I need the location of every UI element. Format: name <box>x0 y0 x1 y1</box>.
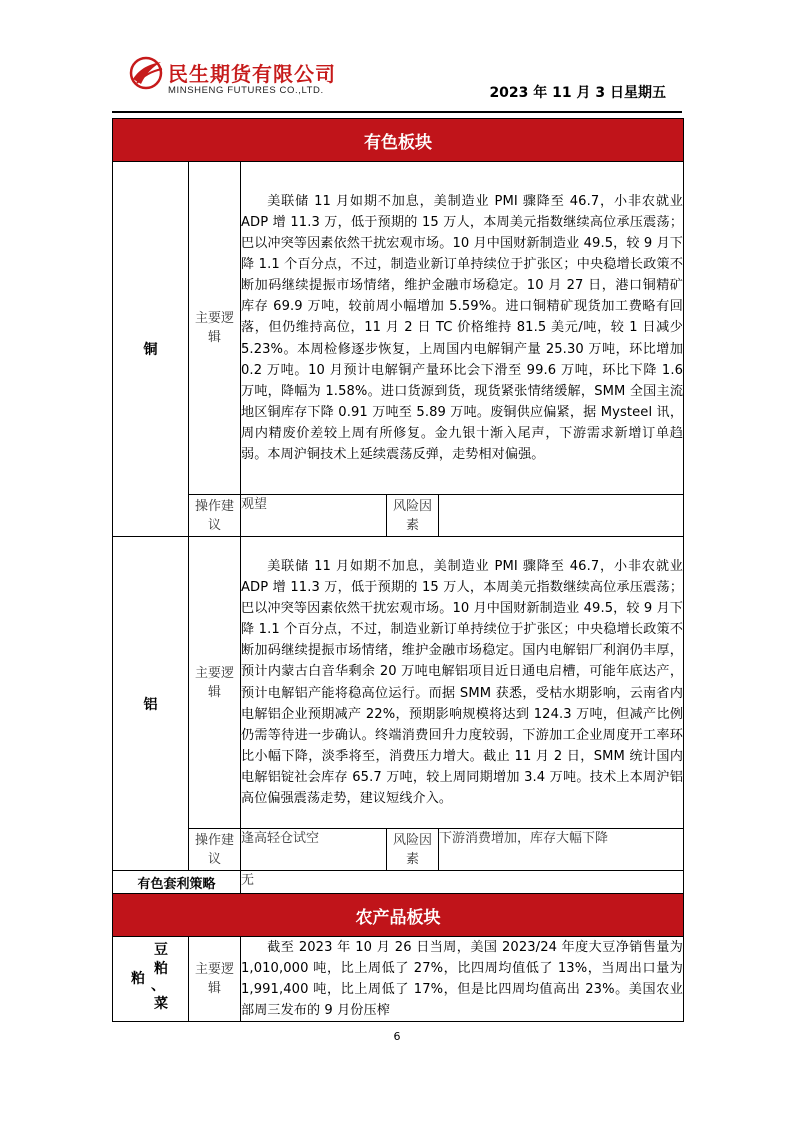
risk-label: 风险因素 <box>387 495 439 537</box>
copper-logic: 美联储 11 月如期不加息，美制造业 PMI 骤降至 46.7，小非农就业 ADP 增 11.3 万，低于预期的 15 万人，本周美元指数继续高位承压震荡；巴以冲突等因素依然干扰宏观市场。10 月中国财新制造业 49.5，较 9 月下降 1.1 个百分点，不过，制造业新订单持续位于扩张区；中央稳增长政策不断加码继续提振市场情绪，维护金融市场稳定。10 月 27 日，港口铜精矿库存 69.9 万吨，较前周小幅增加 5.59%。进口铜精矿现货加工费略有回落，但仍维持高位，11 月 2 日 TC 价格维持 81.5 美元/吨，较 1 日减少 5.23%。本周检修逐步恢复，上周国内电解铜产量 25.30 万吨，环比增加 0.2 万吨。10 月预计电解铜产量环比会下滑至 99.6 万吨，环比下降 1.6 万吨，降幅为 1.58%。进口货源到货，现货紧张情绪缓解，SMM 全国主流地区铜库存下降 0.91 万吨至 5.89 万吨。废铜供应偏紧，据 Mysteel 讯，周内精废价差较上周有所修复。金九银十渐入尾声，下游需求新增订单趋弱。本周沪铜技术上延续震荡反弹，走势相对偏强。 <box>241 162 684 495</box>
logic-label: 主要逻辑 <box>189 537 241 829</box>
operation-label: 操作建议 <box>189 829 241 871</box>
risk-label: 风险因素 <box>387 829 439 871</box>
company-emblem-icon <box>128 56 164 90</box>
report-date: 2023 年 11 月 3 日星期五 <box>489 85 666 101</box>
company-logo <box>128 56 368 100</box>
meal-char-bot: 菜 <box>154 996 168 1012</box>
company-name-en: MINSHENG FUTURES CO.,LTD. <box>168 85 324 96</box>
section-header-nonferrous: 有色板块 <box>113 119 684 162</box>
meal-char-top: 豆 <box>154 942 168 958</box>
operation-label: 操作建议 <box>189 495 241 537</box>
aluminum-logic: 美联储 11 月如期不加息，美制造业 PMI 骤降至 46.7，小非农就业 ADP 增 11.3 万，低于预期的 15 万人，本周美元指数继续高位承压震荡；巴以冲突等因素依然干扰宏观市场。10 月中国财新制造业 49.5，较 9 月下降 1.1 个百分点，不过，制造业新订单持续位于扩张区；中央稳增长政策不断加码继续提振市场情绪，维护金融市场稳定。国内电解铝厂利润仍丰厚，预计内蒙古白音华剩余 20 万吨电解铝项目近日通电启槽，可能年底达产，预计电解铝产能将稳高位运行。而据 SMM 获悉，受枯水期影响，云南省内电解铝企业预期减产 22%，预期影响规模将达到 124.3 万吨，但减产比例仍需等待进一步确认。终端消费回升力度较弱，下游加工企业周度开工率环比小幅下降，淡季将至，消费压力增大。截止 11 月 2 日，SMM 统计国内电解铝锭社会库存 65.7 万吨，较上周同期增加 3.4 万吨。技术上本周沪铝高位偏强震荡走势，建议短线介入。 <box>241 537 684 829</box>
aluminum-risk: 下游消费增加，库存大幅下降 <box>439 829 684 871</box>
logic-label: 主要逻辑 <box>189 937 241 1022</box>
meal-char-sep: 、 <box>151 978 165 994</box>
commodity-meal <box>113 937 189 1022</box>
section-header-agri: 农产品板块 <box>113 894 684 937</box>
arbitrage-value: 无 <box>241 871 684 894</box>
meal-char-left: 粕 <box>131 971 145 987</box>
header-divider <box>112 111 682 113</box>
copper-operation: 观望 <box>241 495 387 537</box>
meal-char-mid: 粕 <box>154 961 168 977</box>
commodity-aluminum: 铝 <box>113 537 189 871</box>
copper-risk <box>439 495 684 537</box>
page-number: 6 <box>393 1030 401 1043</box>
company-name-cn: 民生期货有限公司 <box>168 62 336 86</box>
arbitrage-label: 有色套利策略 <box>113 871 241 894</box>
soy-logic: 截至 2023 年 10 月 26 日当周，美国 2023/24 年度大豆净销售量为 1,010,000 吨，比上周低了 27%，比四周均值低了 13%，当周出口量为 1,991,400 吨，比上周低了 17%，但是比四周均值高出 23%。美国农业部周三发布的 9 月份压榨 <box>241 937 684 1022</box>
commodity-copper: 铜 <box>113 162 189 537</box>
report-table <box>112 118 684 1022</box>
aluminum-operation: 逢高轻仓试空 <box>241 829 387 871</box>
logic-label: 主要逻辑 <box>189 162 241 495</box>
